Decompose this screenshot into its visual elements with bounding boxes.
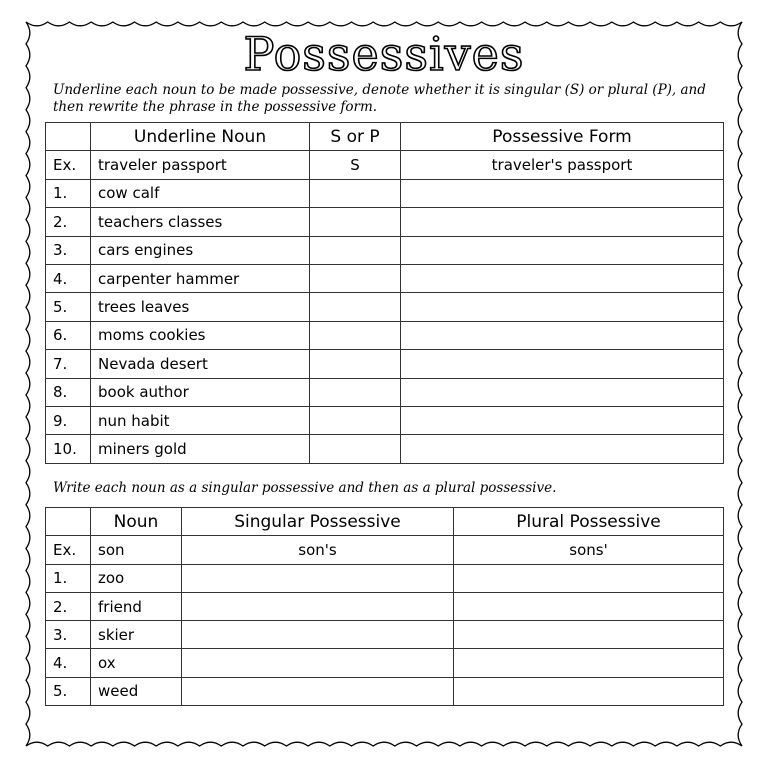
phrase-cell: miners gold xyxy=(91,435,310,463)
row-number: 4. xyxy=(46,649,91,677)
phrase-cell: Nevada desert xyxy=(91,350,310,378)
singular-cell xyxy=(182,649,454,677)
phrase-cell: carpenter hammer xyxy=(91,264,310,292)
plural-cell xyxy=(454,677,724,705)
border-edge xyxy=(738,22,742,746)
column-header-singular-possessive: Singular Possessive xyxy=(182,508,454,536)
table-row xyxy=(46,350,724,378)
s-or-p-cell xyxy=(310,350,401,378)
s-or-p-cell xyxy=(310,321,401,349)
border-edge xyxy=(26,742,742,746)
possessive-cell xyxy=(401,435,724,463)
border-edge xyxy=(26,22,30,746)
row-number: 1. xyxy=(46,564,91,592)
table-row xyxy=(46,649,724,677)
s-or-p-cell xyxy=(310,406,401,434)
singular-cell xyxy=(182,621,454,649)
plural-cell xyxy=(454,592,724,620)
phrase-cell: nun habit xyxy=(91,406,310,434)
row-number: 5. xyxy=(46,677,91,705)
table-row xyxy=(46,406,724,434)
noun-cell: ox xyxy=(91,649,182,677)
column-header-noun: Noun xyxy=(91,508,182,536)
s-or-p-cell xyxy=(310,179,401,207)
table-row xyxy=(46,592,724,620)
table-row xyxy=(46,264,724,292)
s-or-p-cell xyxy=(310,435,401,463)
table-row xyxy=(46,236,724,264)
noun-cell: friend xyxy=(91,592,182,620)
noun-cell: son xyxy=(91,536,182,564)
possessive-cell xyxy=(401,406,724,434)
row-number: 4. xyxy=(46,264,91,292)
possessive-cell xyxy=(401,179,724,207)
table-row xyxy=(46,321,724,349)
row-number: 2. xyxy=(46,592,91,620)
row-number: 9. xyxy=(46,406,91,434)
s-or-p-cell xyxy=(310,208,401,236)
table-row xyxy=(46,536,724,564)
singular-plural-table xyxy=(45,507,724,706)
singular-cell xyxy=(182,592,454,620)
plural-cell: sons' xyxy=(454,536,724,564)
column-header-number xyxy=(46,123,91,151)
table-row xyxy=(46,208,724,236)
plural-cell xyxy=(454,649,724,677)
row-number: Ex. xyxy=(46,151,91,179)
row-number: 1. xyxy=(46,179,91,207)
table-header-row xyxy=(46,508,724,536)
phrase-cell: cow calf xyxy=(91,179,310,207)
row-number: 10. xyxy=(46,435,91,463)
possessive-cell xyxy=(401,350,724,378)
row-number: 3. xyxy=(46,236,91,264)
noun-cell: weed xyxy=(91,677,182,705)
noun-cell: zoo xyxy=(91,564,182,592)
row-number: 3. xyxy=(46,621,91,649)
row-number: Ex. xyxy=(46,536,91,564)
table-row xyxy=(46,564,724,592)
s-or-p-cell xyxy=(310,236,401,264)
column-header-number xyxy=(46,508,91,536)
possessive-cell xyxy=(401,293,724,321)
table-row xyxy=(46,293,724,321)
singular-cell xyxy=(182,564,454,592)
column-header-possessive-form: Possessive Form xyxy=(401,123,724,151)
s-or-p-cell xyxy=(310,264,401,292)
phrase-cell: teachers classes xyxy=(91,208,310,236)
phrase-cell: traveler passport xyxy=(91,151,310,179)
column-header-underline-noun: Underline Noun xyxy=(91,123,310,151)
table-row xyxy=(46,378,724,406)
phrase-cell: cars engines xyxy=(91,236,310,264)
table-row xyxy=(46,435,724,463)
possessive-cell xyxy=(401,321,724,349)
possessive-form-table xyxy=(45,122,724,464)
table-row xyxy=(46,179,724,207)
s-or-p-cell xyxy=(310,378,401,406)
table-row xyxy=(46,621,724,649)
row-number: 5. xyxy=(46,293,91,321)
phrase-cell: book author xyxy=(91,378,310,406)
instructions-part-1: Underline each noun to be made possessive, denote whether it is singular (S) or plural (P), and then rewrite the phrase in the possessive form. xyxy=(53,82,706,115)
phrase-cell: trees leaves xyxy=(91,293,310,321)
plural-cell xyxy=(454,564,724,592)
s-or-p-cell: S xyxy=(310,151,401,179)
s-or-p-cell xyxy=(310,293,401,321)
possessive-cell xyxy=(401,236,724,264)
plural-cell xyxy=(454,621,724,649)
page-title: Possessives xyxy=(243,27,525,81)
possessive-cell xyxy=(401,208,724,236)
row-number: 2. xyxy=(46,208,91,236)
column-header-plural-possessive: Plural Possessive xyxy=(454,508,724,536)
singular-cell xyxy=(182,677,454,705)
instructions-part-2: Write each noun as a singular possessive and then as a plural possessive. xyxy=(53,480,557,496)
table-row xyxy=(46,677,724,705)
table-header-row xyxy=(46,123,724,151)
table-row xyxy=(46,151,724,179)
row-number: 8. xyxy=(46,378,91,406)
noun-cell: skier xyxy=(91,621,182,649)
column-header-s-or-p: S or P xyxy=(310,123,401,151)
row-number: 6. xyxy=(46,321,91,349)
phrase-cell: moms cookies xyxy=(91,321,310,349)
singular-cell: son's xyxy=(182,536,454,564)
possessive-cell: traveler's passport xyxy=(401,151,724,179)
possessive-cell xyxy=(401,264,724,292)
possessive-cell xyxy=(401,378,724,406)
row-number: 7. xyxy=(46,350,91,378)
